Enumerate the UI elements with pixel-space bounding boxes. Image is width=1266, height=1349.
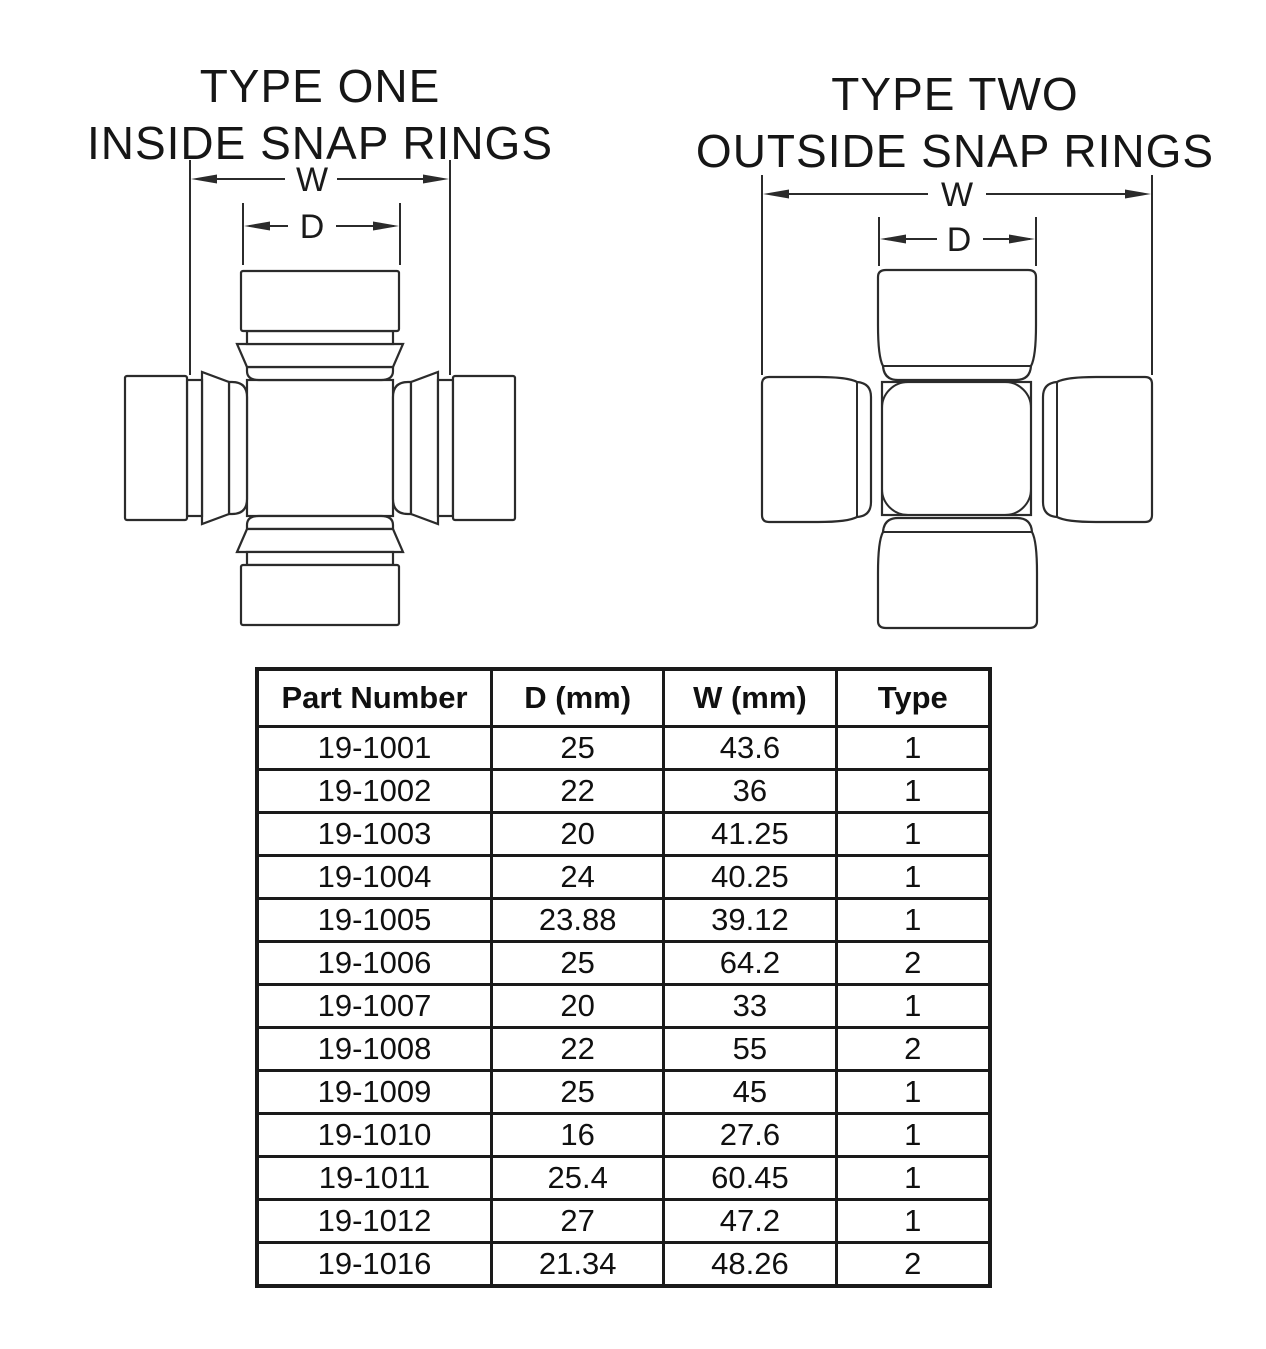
bearing-cap [762,377,871,522]
table-cell: 36 [664,770,836,813]
bearing-cap [241,271,399,331]
table-cell: 55 [664,1028,836,1071]
table-cell: 1 [836,856,990,899]
table-cell: 16 [492,1114,664,1157]
snap-ring-flange [237,529,403,552]
table-cell: 1 [836,1200,990,1243]
diagram-type-two [745,160,1170,640]
type-one-bottom-arm [237,516,403,625]
type-two-top-arm [878,270,1036,380]
table-cell: 19-1005 [257,899,492,942]
table-cell: 1 [836,1071,990,1114]
table-row [257,856,990,899]
table-cell: 25 [492,727,664,770]
table-row [257,1243,990,1287]
type-one-top-arm [237,271,403,380]
d-arrow-left-icon [880,235,906,244]
table-cell: 19-1011 [257,1157,492,1200]
diagram-type-one [85,150,555,650]
table-cell: 2 [836,1243,990,1287]
table-cell: 25.4 [492,1157,664,1200]
d-arrow-right-icon [1009,235,1035,244]
table-row [257,770,990,813]
table-cell: 19-1006 [257,942,492,985]
table-cell: 33 [664,985,836,1028]
type-one-d-dimension [243,203,400,265]
bearing-cap [125,376,187,520]
table-row [257,1200,990,1243]
table-cell: 1 [836,1157,990,1200]
snap-ring-band [247,552,393,565]
table-row [257,899,990,942]
type-two-bottom-arm [878,518,1037,628]
table-cell: 60.45 [664,1157,836,1200]
table-row [257,1028,990,1071]
bearing-cap [453,376,515,520]
snap-ring-band [438,380,453,516]
w-arrow-right-icon [423,175,449,184]
table-cell: 1 [836,770,990,813]
table-cell: 1 [836,813,990,856]
table-row [257,1071,990,1114]
table-cell: 40.25 [664,856,836,899]
bearing-cap [878,270,1036,380]
table-cell: 27.6 [664,1114,836,1157]
table-cell: 47.2 [664,1200,836,1243]
snap-ring-band [187,380,202,516]
table-row [257,727,990,770]
header-d-mm: D (mm) [492,669,664,727]
table-cell: 25 [492,1071,664,1114]
table-cell: 20 [492,813,664,856]
table-cell: 43.6 [664,727,836,770]
d-arrow-right-icon [373,222,399,231]
table-cell: 19-1007 [257,985,492,1028]
table-cell: 39.12 [664,899,836,942]
type-two-d-label: D [946,221,972,259]
header-w-mm: W (mm) [664,669,836,727]
table-row [257,1157,990,1200]
w-arrow-left-icon [191,175,217,184]
type-one-title-line2: INSIDE SNAP RINGS [86,117,554,169]
type-one-title-line1: TYPE ONE [199,60,441,112]
table-cell: 21.34 [492,1243,664,1287]
table-row [257,942,990,985]
table-cell: 23.88 [492,899,664,942]
table-cell: 19-1003 [257,813,492,856]
table-cell: 41.25 [664,813,836,856]
type-one-left-arm [125,372,247,524]
table-header-row [257,669,990,727]
seal-collar [229,382,247,514]
table-cell: 19-1001 [257,727,492,770]
type-two-left-arm [762,377,871,522]
header-part-number: Part Number [257,669,492,727]
d-arrow-left-icon [244,222,270,231]
bearing-cap [1043,377,1152,522]
type-one-d-label: D [299,208,325,246]
table-cell: 1 [836,899,990,942]
table-cell: 19-1002 [257,770,492,813]
type-two-right-arm [1043,377,1152,522]
table-cell: 20 [492,985,664,1028]
seal-collar [247,367,393,380]
table-cell: 19-1004 [257,856,492,899]
type-two-title-line1: TYPE TWO [831,68,1079,120]
snap-ring-flange [411,372,438,524]
table-cell: 1 [836,727,990,770]
snap-ring-band [247,331,393,344]
table-row [257,1114,990,1157]
table-cell: 25 [492,942,664,985]
table-cell: 48.26 [664,1243,836,1287]
type-two-body [882,382,1031,515]
table-cell: 19-1016 [257,1243,492,1287]
snap-ring-flange [202,372,229,524]
w-arrow-left-icon [763,190,789,199]
type-one-w-label: W [295,161,329,199]
table-cell: 1 [836,985,990,1028]
type-two-title-line2: OUTSIDE SNAP RINGS [695,125,1215,177]
table-cell: 19-1009 [257,1071,492,1114]
table-cell: 1 [836,1114,990,1157]
table-cell: 22 [492,770,664,813]
seal-collar [393,382,411,514]
table-cell: 64.2 [664,942,836,985]
table-cell: 19-1012 [257,1200,492,1243]
table-cell: 22 [492,1028,664,1071]
type-two-d-dimension [879,217,1036,266]
table-row [257,813,990,856]
table-cell: 2 [836,1028,990,1071]
table-cell: 19-1010 [257,1114,492,1157]
w-arrow-right-icon [1125,190,1151,199]
type-one-right-arm [393,372,515,524]
table-cell: 27 [492,1200,664,1243]
type-two-w-label: W [940,176,974,214]
header-type: Type [836,669,990,727]
table-cell: 24 [492,856,664,899]
table-cell: 2 [836,942,990,985]
table-row [257,985,990,1028]
bearing-cap [241,565,399,625]
table-cell: 45 [664,1071,836,1114]
parts-table [255,667,992,1288]
bearing-cap [878,518,1037,628]
snap-ring-flange [237,344,403,367]
type-one-body [247,380,393,516]
seal-collar [247,516,393,529]
table-cell: 19-1008 [257,1028,492,1071]
